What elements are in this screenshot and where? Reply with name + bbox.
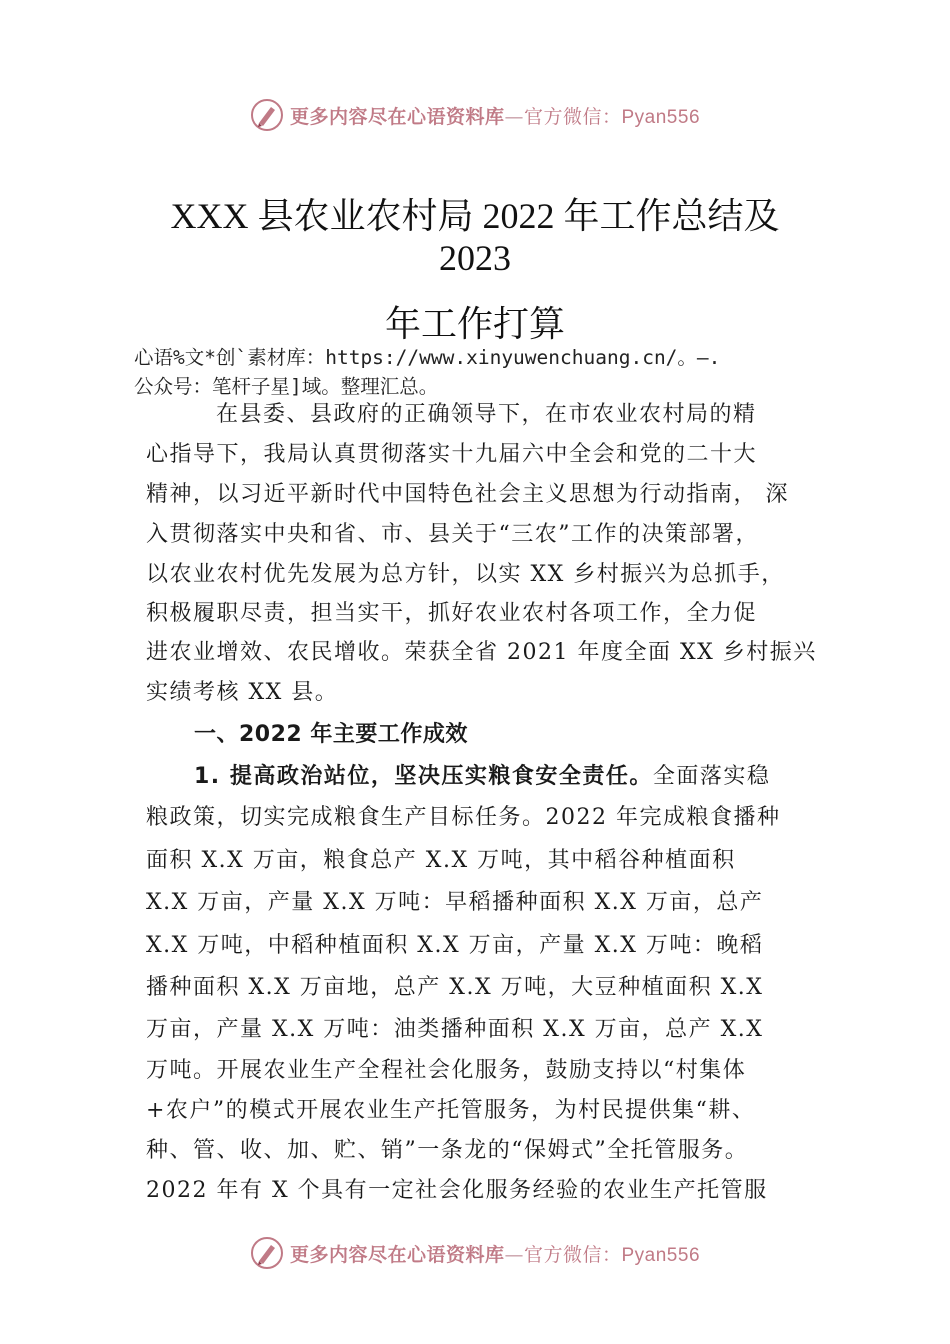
item-lead-continuation: 全面落实稳 [652, 764, 771, 789]
paragraph-line: 粮政策，切实完成粮食生产目标任务。2022 年完成粮食播种 [146, 805, 781, 830]
paragraph-line: 积极履职尽责，担当实干，抓好农业农村各项工作，全力促 [146, 601, 758, 626]
paragraph-line: X.X 万吨，中稻种植面积 X.X 万亩，产量 X.X 万吨：晚稻 [146, 933, 764, 958]
paragraph-line: 万吨。开展农业生产全程社会化服务，鼓励支持以“村集体 [146, 1058, 747, 1083]
paragraph-line: 2022 年有 X 个具有一定社会化服务经验的农业生产托管服 [146, 1178, 768, 1203]
source-note-line-1: 心语%文*创`素材库：https://www.xinyuwenchuang.cn/。—. [134, 346, 721, 369]
paragraph-line: 心指导下，我局认真贯彻落实十九届六中全会和党的二十大 [146, 442, 758, 467]
paragraph-line: 以农业农村优先发展为总方针，以实 XX 乡村振兴为总抓手， [146, 562, 785, 587]
section-heading: 一、2022 年主要工作成效 [194, 722, 468, 747]
item-lead: 1. 提高政治站位，坚决压实粮食安全责任。 [194, 764, 653, 789]
paragraph-line: 种、管、收、加、贮、销”一条龙的“保姆式”全托管服务。 [146, 1138, 749, 1163]
source-note-line-2: 公众号：笔杆子星]域。整理汇总。 [134, 375, 439, 398]
paragraph-line: 在县委、县政府的正确领导下，在市农业农村局的精 [216, 402, 757, 427]
banner-text [290, 102, 700, 129]
banner-contact: 官方微信：Pyan556 [524, 1244, 701, 1266]
paragraph-line: 播种面积 X.X 万亩地，总产 X.X 万吨，大豆种植面积 X.X [146, 975, 764, 1000]
pen-logo-icon [250, 98, 284, 132]
paragraph-line: 入贯彻落实中央和省、市、县关于“三农”工作的决策部署， [146, 522, 759, 547]
banner-text [290, 1240, 700, 1267]
pen-logo-icon [250, 1236, 284, 1270]
footer-banner [0, 1233, 950, 1273]
banner-brand: 更多内容尽在心语资料库 [289, 105, 505, 128]
banner-dash: — [504, 105, 524, 128]
paragraph-line: +农户”的模式开展农业生产托管服务，为村民提供集“耕、 [146, 1098, 756, 1123]
paragraph-line: 精神，以习近平新时代中国特色社会主义思想为行动指南， 深 [146, 482, 789, 507]
banner-contact: 官方微信：Pyan556 [524, 106, 701, 128]
banner-dash: — [504, 1243, 524, 1266]
paragraph-line: 面积 X.X 万亩，粮食总产 X.X 万吨，其中稻谷种植面积 [146, 848, 736, 873]
paragraph-line: 万亩，产量 X.X 万吨：油类播种面积 X.X 万亩，总产 X.X [146, 1017, 764, 1042]
paragraph-line: 进农业增效、农民增收。荣获全省 2021 年度全面 XX 乡村振兴 [146, 640, 817, 665]
document-title-line-3: 年工作打算 [384, 304, 565, 344]
header-banner [0, 95, 950, 135]
document-title-line-2: 2023 [439, 238, 511, 278]
document-title-line-1: XXX 县农业农村局 2022 年工作总结及 [170, 196, 780, 236]
paragraph-line: X.X 万亩，产量 X.X 万吨：早稻播种面积 X.X 万亩，总产 [146, 890, 764, 915]
item-first-line [194, 760, 770, 794]
banner-brand: 更多内容尽在心语资料库 [289, 1243, 505, 1266]
paragraph-line: 实绩考核 XX 县。 [146, 680, 339, 705]
